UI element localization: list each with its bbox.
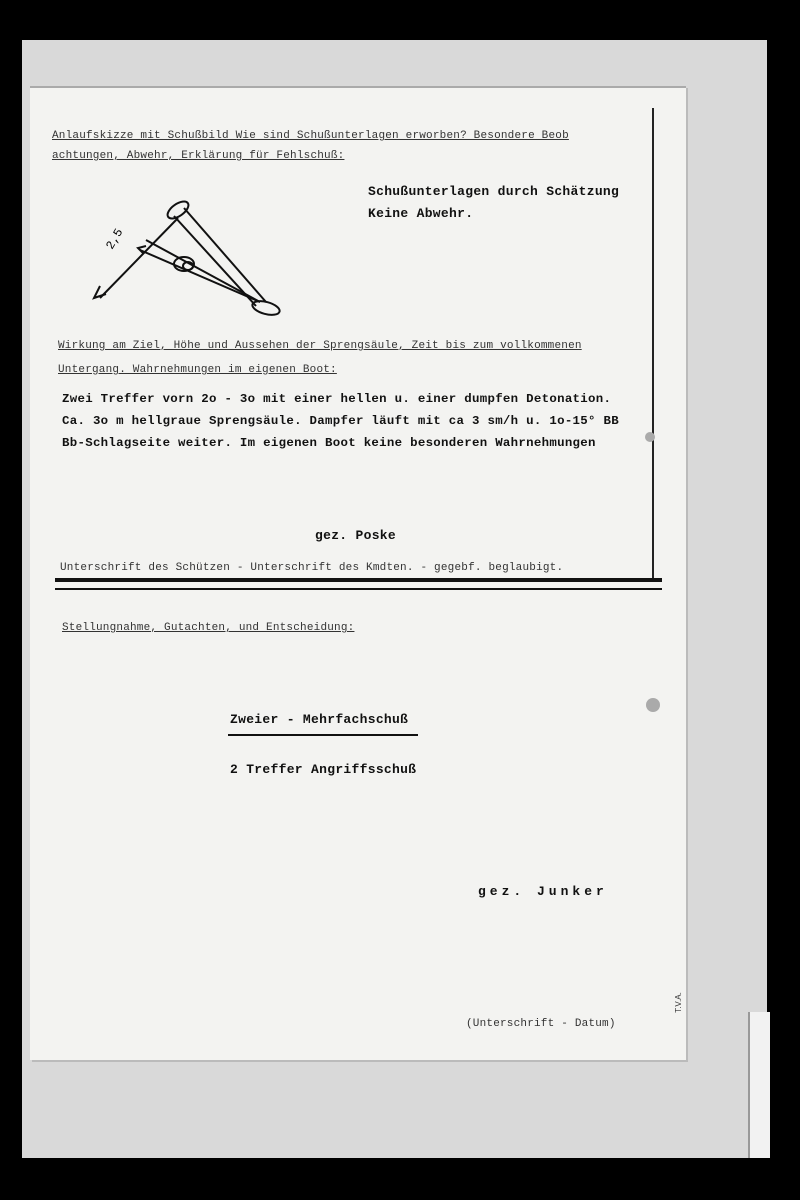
- classification-text: Zweier - Mehrfachschuß: [230, 712, 409, 727]
- signature-junker: gez. Junker: [478, 884, 608, 899]
- section1-heading-line1: Anlaufskizze mit Schußbild Wie sind Schußunterlagen erworben? Besondere Beob: [52, 130, 569, 142]
- section2-signature-caption: Unterschrift des Schützen - Unterschrift des Kmdten. - gegebf. beglaubigt.: [60, 562, 564, 574]
- margin-rule: [652, 108, 654, 578]
- section2-heading-line2: Untergang. Wahrnehmungen im eigenen Boot:: [58, 364, 337, 376]
- margin-stamp: T.V.A.: [673, 992, 683, 1013]
- section2-heading-line1: Wirkung am Ziel, Höhe und Aussehen der Sprengsäule, Zeit bis zum vollkommenen: [58, 340, 582, 352]
- classification-underline: [228, 734, 418, 736]
- punch-hole-mark: [646, 698, 660, 712]
- section1-note-line2: Keine Abwehr.: [368, 206, 474, 221]
- attack-sketch: [80, 190, 300, 340]
- result-text: 2 Treffer Angriffsschuß: [230, 762, 417, 777]
- section2-body-line2: Ca. 3o m hellgraue Sprengsäule. Dampfer läuft mit ca 3 sm/h u. 1o-15° BB: [62, 414, 619, 428]
- section2-body-line3: Bb-Schlagseite weiter. Im eigenen Boot keine besonderen Wahrnehmungen: [62, 436, 596, 450]
- signature-poske: gez. Poske: [315, 528, 397, 543]
- section1-note-line1: Schußunterlagen durch Schätzung: [368, 184, 620, 199]
- section2-body-line1: Zwei Treffer vorn 2o - 3o mit einer hellen u. einer dumpfen Detonation.: [62, 392, 612, 406]
- section3-heading: Stellungnahme, Gutachten, und Entscheidung:: [62, 622, 355, 634]
- section-divider-thick: [55, 578, 662, 582]
- sketch-angle-label: 2,5: [103, 226, 127, 252]
- section3-signature-caption: (Unterschrift - Datum): [466, 1018, 616, 1030]
- film-frame-edge: [748, 1012, 770, 1158]
- section1-heading-line2: achtungen, Abwehr, Erklärung für Fehlschuß:: [52, 150, 345, 162]
- section-divider-thin: [55, 588, 662, 590]
- punch-hole-mark-small: [645, 432, 655, 442]
